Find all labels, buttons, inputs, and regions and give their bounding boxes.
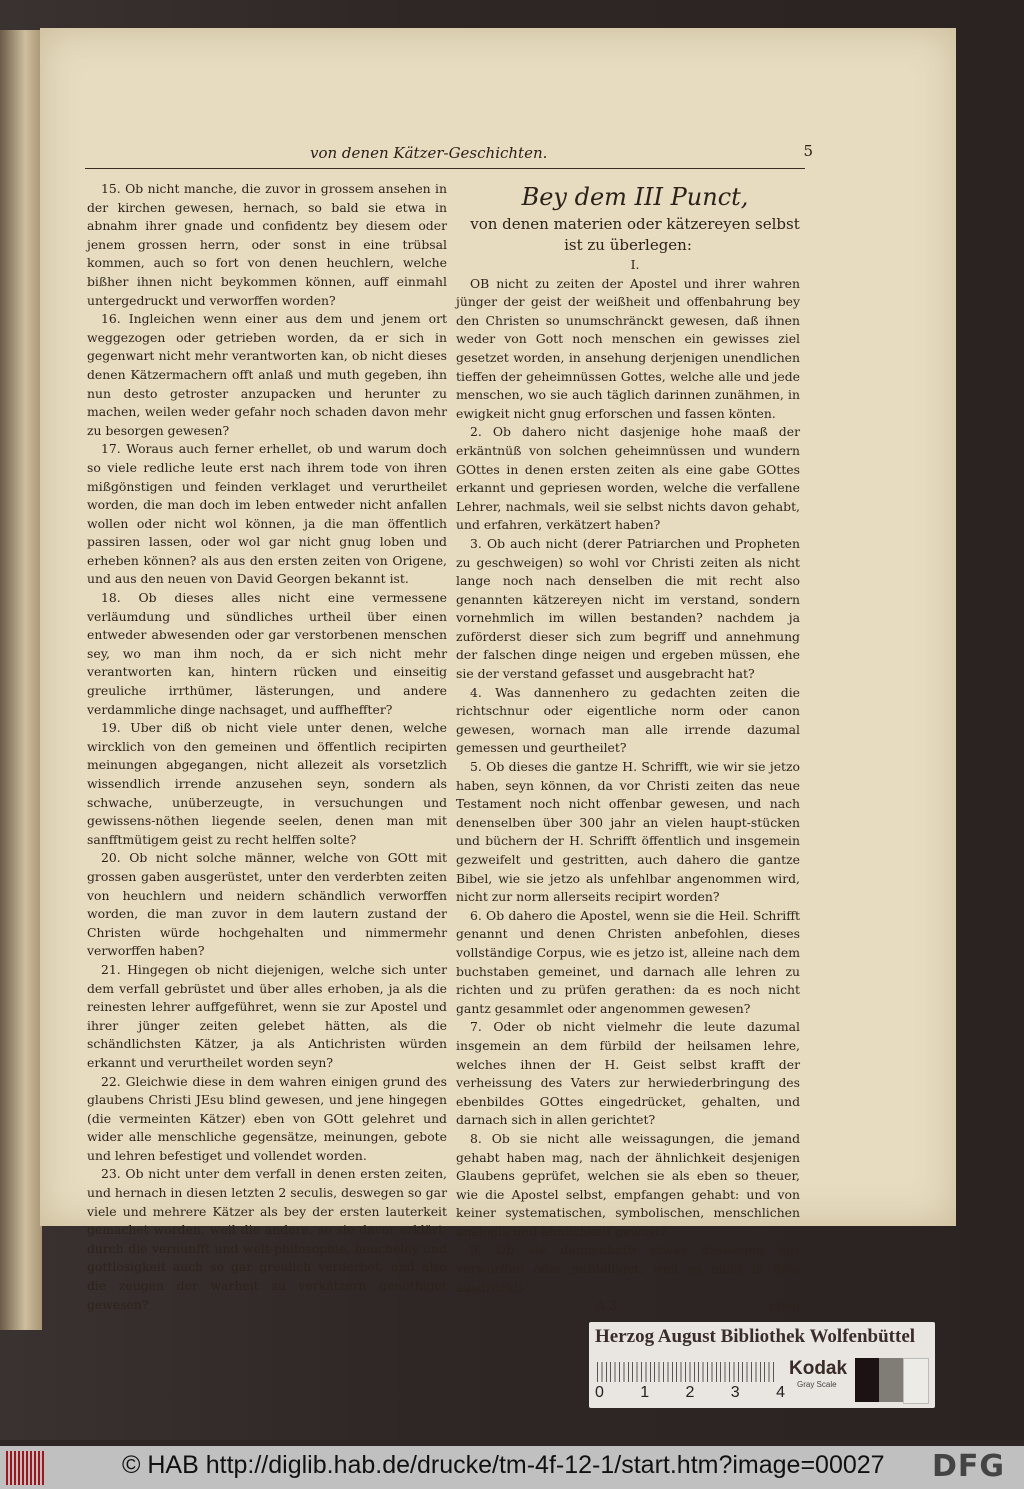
- page-footer-line: [456, 1297, 800, 1316]
- ruler-scale: [597, 1362, 777, 1382]
- paragraph: 3. Ob auch nicht (derer Patriarchen und Propheten zu geschweigen) so wohl vor Christi zeiten als nicht lange noch nach denselben die mit recht also genannten kätzereyen nicht im verstand, sondern vornehmlich im willen bestanden? nachdem ja zuförderst dieser sich zum begriff und annehmung der falschen dinge neigen und ergeben müssen, ehe sie der verstand gefasset und ausgebracht hat?: [456, 535, 800, 682]
- left-column: [87, 180, 447, 1314]
- running-header: [85, 140, 813, 169]
- paragraph: 7. Oder ob nicht vielmehr die leute dazumal insgemein an dem fürbild der heilsamen lehre, welches ihnen der H. Geist selbst krafft der verheissung des Vaters zur herwiederbringung des ebenbildes GOttes eingedrücket, gehalten, und darnach sich in allen gerichtet?: [456, 1019, 800, 1128]
- paragraph: 20. Ob nicht solche männer, welche von GOtt mit grossen gaben ausgerüstet, unter den verderbten zeiten von heuchlern und neidern schändlich verworffen worden, die man zuvor in dem lautern zustand der Christen würde hochgehalten und nimmermehr verworffen haben?: [87, 850, 447, 959]
- kodak-brand: Kodak: [789, 1358, 848, 1379]
- paragraph: 23. Ob nicht unter dem verfall in denen ersten zeiten, und hernach in diesen letzten 2 seculis, deswegen so gar viele und mehrere Kätzer als bey der ersten lauterkeit gemachet worden, weil die andere, so sie davor erklärt, durch die vernunfft und welt-philosophie, heucheley und gottlosigkeit auch so gar greulich verderbet, und also die zeugen der warheit zu verkätzern genöthiget gewesen?: [87, 1166, 447, 1312]
- dfg-logo: DFG: [932, 1449, 1006, 1484]
- ruler-tick: 3: [730, 1384, 740, 1401]
- paragraph: 19. Uber diß ob nicht viele unter denen, welche wircklich von den gemeinen und öffentlich recipirten meinungen abgegangen, nicht allezeit als vorsetzlich wissendlich irrende anzusehen seyn, sondern als schwache, unüberzeugte, in versuchungen und gewissens-nöthen liegende seelen, denen man mit sanfftmütigem geist zu recht helffen solte?: [87, 720, 447, 847]
- signature-mark: A 3: [596, 1298, 617, 1314]
- hab-logo-icon: [6, 1451, 44, 1485]
- right-column: [456, 180, 800, 1316]
- section-subheading: von denen materien oder kätzereyen selbst ist zu überlegen:: [470, 215, 800, 254]
- previous-page-edge: [0, 30, 42, 1330]
- paragraph: 5. Ob dieses die gantze H. Schrifft, wie wir sie jetzo haben, seyn können, da vor Christi zeiten das neue Testament noch nicht offenbar gewesen, und nach denenselben über 300 jahr an vielen haupt-stücken und büchern der H. Schrifft öffentlich und insgemein gezweifelt und gestritten, auch dahero die gantze Bibel, wie sie jetzo als unfehlbar angenommen wird, nicht zur norm allerseits recipirt worden?: [456, 759, 800, 905]
- paragraph: 17. Woraus auch ferner erhellet, ob und warum doch so viele redliche leute erst nach ihrem tode von ihren mißgönstigen und feinden verklaget und verurtheilet worden, die man doch im leben entweder nicht anfallen wollen oder nicht wol können, ja die man öffentlich passiren lassen, oder wol gar nicht gnug loben und erheben können? als aus den ersten zeiten von Origene, und aus den neuen von David Georgen bekannt ist.: [87, 441, 447, 587]
- library-color-label: [589, 1322, 935, 1408]
- gray-scale-label: Gray Scale: [797, 1380, 837, 1389]
- paragraph: 15. Ob nicht manche, die zuvor in grossem ansehen in der kirchen gewesen, hernach, so bald sie etwa in abnahm ihrer gnade und confidentz bey diesem oder jenem grossen herrn, oder sonst in eine trübsal kommen, auch so fort von denen heuchlern, welche bißher ihnen nicht beykommen können, auff einmahl untergedruckt und verworffen worden?: [87, 181, 447, 308]
- paragraph: 9. Ob sie dannenhero etwas deswegen nur verworffen oder mißbilliget, weil es nicht in dem ausdrückli-: [456, 1242, 800, 1295]
- ruler-tick: 4: [776, 1384, 785, 1401]
- paragraph: 18. Ob dieses alles nicht eine vermessene verläumdung und sündliches urtheil über einen entweder abwesenden oder gar verstorbenen menschen sey, wo man ihm noch, da er sich nicht mehr verantworten kan, hintern rücken und einseitig greuliche irrthümer, lästerungen, und andere verdammliche dinge nachsaget, und auffheffter?: [87, 590, 447, 717]
- ruler-tick: 1: [640, 1384, 650, 1401]
- section-heading: Bey dem III Punct,: [521, 183, 749, 211]
- gray-swatch-white: [903, 1358, 929, 1404]
- ruler-tick: 2: [685, 1384, 695, 1401]
- copyright-url[interactable]: © HAB http://diglib.hab.de/drucke/tm-4f-12-1/start.htm?image=00027: [122, 1451, 885, 1479]
- paragraph: 8. Ob sie nicht alle weissagungen, die jemand gehabt haben mag, nach der ähnlichkeit desjenigen Glaubens geprüfet, welchen sie als eben so theuer, wie die Apostel selbst, empfangen gehabt: und von keiner systematischen, symbolischen, menschlichen analogia und ähnlichkeit gewust?: [456, 1130, 800, 1239]
- library-name: Herzog August Bibliothek Wolfenbüttel: [595, 1326, 916, 1347]
- paragraph: 22. Gleichwie diese in dem wahren einigen grund des glaubens Christi JEsu blind gewesen, und jene hingegen (die vermeinten Kätzer) eben von GOtt gelehret und wider alle menschliche gegensätze, meinungen, gebote und lehren befestiget und vollendet worden.: [87, 1073, 447, 1163]
- copyright-bar: [0, 1446, 1024, 1489]
- paragraph: 6. Ob dahero die Apostel, wenn sie die Heil. Schrifft genannt und denen Christen anbefohlen, dieses vollständige Corpus, wie es jetzo ist, alleine nach dem buchstaben gemeinet, und darnach alle lehren zu richten und zu prüfen gerathen: da es noch nicht gantz gesammlet oder angenommen gewesen?: [456, 907, 800, 1016]
- paragraph: 4. Was dannenhero zu gedachten zeiten die richtschnur oder eigentliche norm oder canon gewesen, wornach man alle irrende dazumal gemessen und geurtheilet?: [456, 684, 800, 756]
- gray-swatch-black: [855, 1358, 879, 1402]
- paragraph: 21. Hingegen ob nicht diejenigen, welche sich unter dem verfall gebrüstet und über alles erhoben, ja als die reinesten lehrer auffgeführet, wenn sie zur Apostel und ihrer jünger zeiten gelebet hätten, als die schändlichsten Kätzer, ja als Antichristen würden erkannt und verurtheilet worden seyn?: [87, 961, 447, 1070]
- page-number: 5: [803, 142, 813, 160]
- ruler-numbers: [595, 1384, 785, 1402]
- ruler-tick: 0: [595, 1384, 604, 1401]
- running-title: von denen Kätzer-Geschichten.: [310, 144, 548, 162]
- paragraph: 16. Ingleichen wenn einer aus dem und jenem ort weggezogen oder getrieben worden, da er sich in gegenwart nicht mehr verantworten kan, ob nicht dieses denen Kätzermachern offt anlaß und muth gegeben, ihn nun desto getroster anzupacken und herunter zu machen, weilen weder gefahr noch schaden davon mehr zu besorgen gewesen?: [87, 311, 447, 438]
- section-number: I.: [630, 257, 640, 272]
- catchword: chen: [769, 1298, 800, 1314]
- gray-swatch-mid: [879, 1358, 903, 1402]
- paragraph: OB nicht zu zeiten der Apostel und ihrer wahren jünger der geist der weißheit und offenbahrung bey den Christen so unumschränckt gewesen, daß ihnen weder von Gott noch menschen ein gewisses ziel gesetzet worden, in ansehung derjenigen unendlichen tieffen der geheimnüssen Gottes, welche alle und jede menschen, wo sie auch täglich darinnen zunähmen, in ewigkeit nicht gnug erforschen und fassen könten.: [456, 275, 800, 421]
- paragraph: 2. Ob dahero nicht dasjenige hohe maaß der erkäntnüß von solchen geheimnüssen und wundern GOttes in denen ersten zeiten als eine gabe GOttes erkannt und gepriesen worden, welche die verfallene Lehrer, nachmals, weil sie selbst nichts davon gehabt, und erfahren, verkätzert haben?: [456, 424, 800, 533]
